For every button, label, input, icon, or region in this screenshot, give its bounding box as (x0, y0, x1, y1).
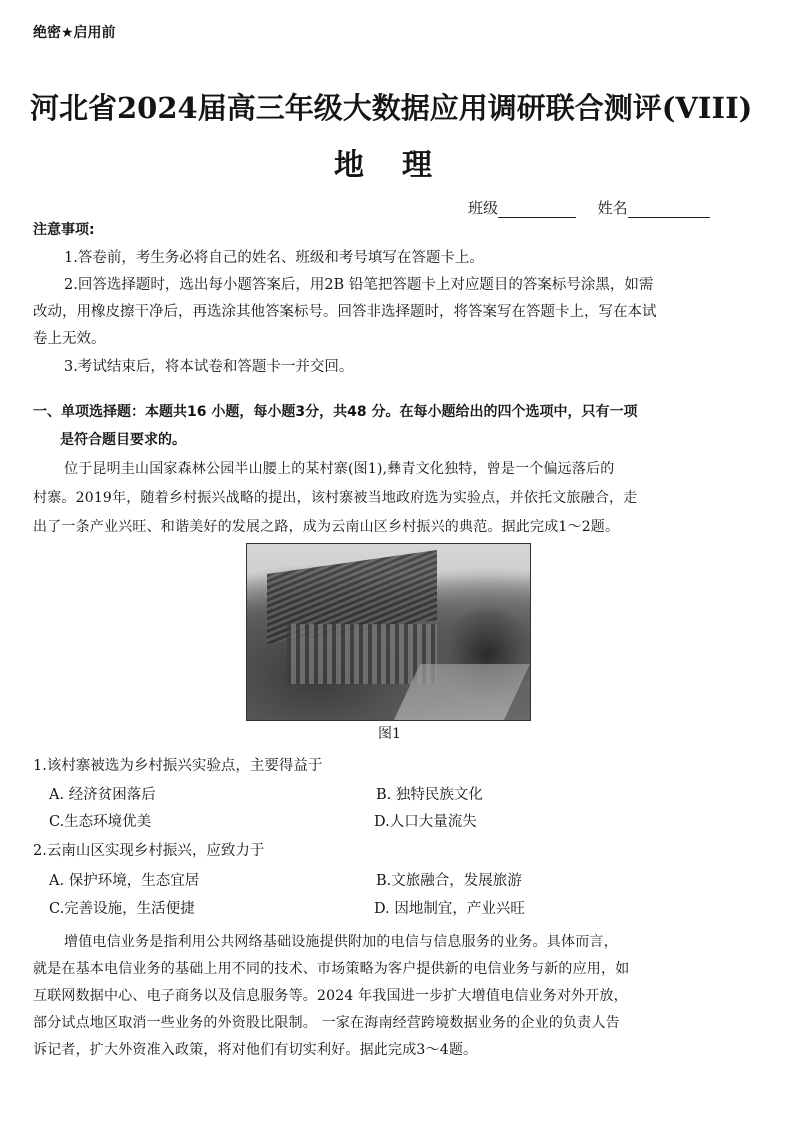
question-1-option-b[interactable]: B. 独特民族文化 (376, 787, 483, 803)
question-1-option-c[interactable]: C.生态环境优美 (49, 814, 152, 830)
figure-caption: 图1 (378, 726, 401, 742)
notice-item-3: 3.考试结束后，将本试卷和答题卡一并交回。 (64, 359, 354, 375)
notice-heading: 注意事项: (33, 222, 95, 238)
question-2-option-a[interactable]: A. 保护环境，生态宜居 (49, 873, 200, 889)
confidential-label: 绝密★启用前 (33, 25, 116, 41)
question-2-option-b[interactable]: B.文旅融合，发展旅游 (376, 873, 522, 889)
question-2-option-c[interactable]: C.完善设施，生活便捷 (49, 901, 195, 917)
section-heading-line-2: 是符合题目要求的。 (60, 432, 186, 448)
case1-line-2: 村寨。2019年，随着乡村振兴战略的提出，该村寨被当地政府选为实验点，并依托文旅融合，走 (33, 490, 638, 506)
notice-item-1: 1.答卷前，考生务必将自己的姓名、班级和考号填写在答题卡上。 (64, 250, 484, 266)
case2-line-2: 就是在基本电信业务的基础上用不同的技术、市场策略为客户提供新的电信业务与新的应用，如 (33, 961, 630, 977)
question-2-option-d[interactable]: D. 因地制宜，产业兴旺 (374, 901, 525, 917)
question-1-stem: 1.该村寨被选为乡村振兴实验点，主要得益于 (33, 758, 323, 774)
village-photo (246, 543, 531, 721)
case1-line-1: 位于昆明圭山国家森林公园半山腰上的某村寨(图1),彝青文化独特，曾是一个偏远落后的 (64, 461, 615, 477)
exam-title: 河北省2024届高三年级大数据应用调研联合测评(VIII) (30, 91, 753, 125)
notice-item-2-line-1: 2.回答选择题时，选出每小题答案后，用2B 铅笔把答题卡上对应题目的答案标号涂黑，如需 (64, 277, 654, 293)
name-label: 姓名 (597, 199, 628, 217)
notice-item-2-line-2: 改动，用橡皮擦干净后，再选涂其他答案标号。回答非选择题时，将答案写在答题卡上，写在本试 (33, 304, 657, 320)
case2-line-5: 诉记者，扩大外资准入政策，将对他们有切实利好。据此完成3～4题。 (33, 1042, 478, 1058)
notice-item-2-line-3: 卷上无效。 (33, 331, 106, 347)
section-heading-line-1: 一、单项选择题：本题共16 小题，每小题3分，共48 分。在每小题给出的四个选项中，只有一项 (33, 404, 638, 420)
case2-line-4: 部分试点地区取消一些业务的外资股比限制。 一家在海南经营跨境数据业务的企业的负责人告 (33, 1015, 620, 1031)
student-info-fields (468, 197, 710, 218)
question-2-stem: 2.云南山区实现乡村振兴，应致力于 (33, 843, 265, 859)
case2-line-1: 增值电信业务是指利用公共网络基础设施提供附加的电信与信息服务的业务。具体而言， (64, 934, 618, 950)
case1-line-3: 出了一条产业兴旺、和谐美好的发展之路，成为云南山区乡村振兴的典范。据此完成1～2题。 (33, 519, 620, 535)
name-blank[interactable] (628, 202, 710, 218)
question-1-option-a[interactable]: A. 经济贫困落后 (49, 787, 156, 803)
case2-line-3: 互联网数据中心、电子商务以及信息服务等。2024 年我国进一步扩大增值电信业务对外开放， (33, 988, 628, 1004)
class-blank[interactable] (498, 202, 576, 218)
class-label: 班级 (468, 199, 499, 217)
subject-title: 地理 (334, 148, 470, 183)
question-1-option-d[interactable]: D.人口大量流失 (374, 814, 477, 830)
